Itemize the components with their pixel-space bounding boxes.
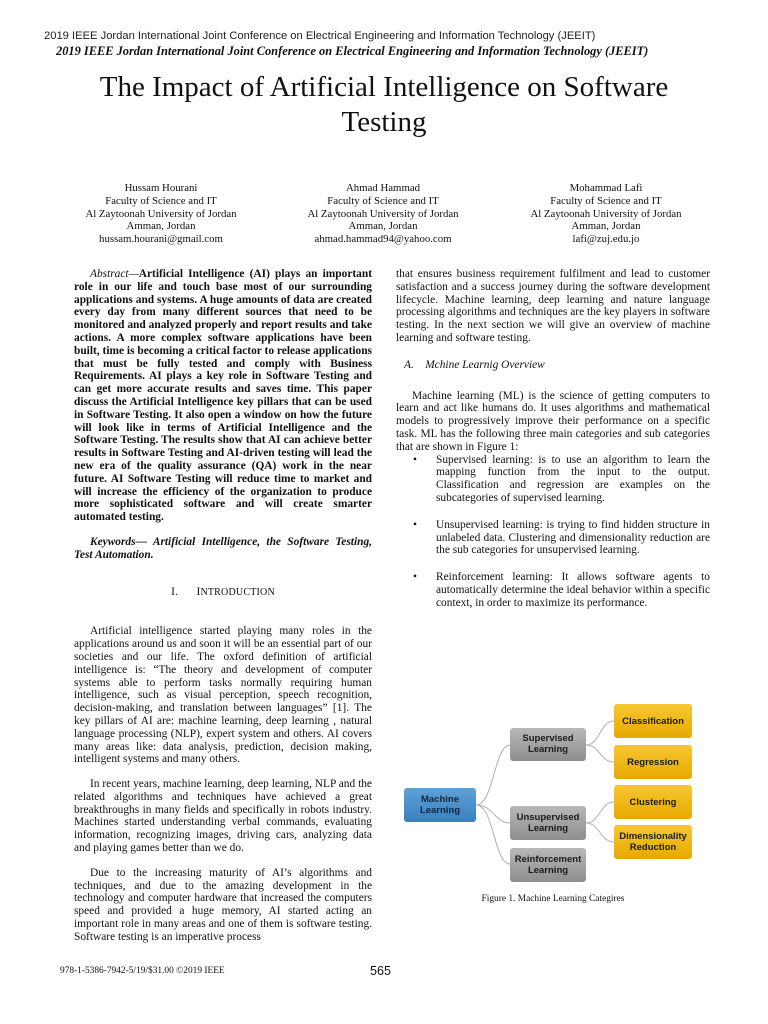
author-1 — [58, 182, 264, 246]
list-item — [396, 571, 710, 609]
author-email[interactable]: hussam.hourani@gmail.com — [99, 233, 223, 246]
conference-title: 2019 IEEE Jordan International Joint Conference on Electrical Engineering and Information Technology (JEEIT) — [56, 44, 649, 58]
intro-paragraph-1: Artificial intelligence started playing many roles in the applications around us and soon it will be an essential part of our societies and our life. The oxford definition of artificial intelligence is: “The theory and development of computer systems able to perform tasks normally requiring human intelligence, such as visual perception, speech recognition, decision-making, and translation between languages” [1]. The key pillars of AI are: machine learning, deep learning , natural language processing (NLP), expert system and others. AI covers many areas like: data analysis, prediction, decision making, intelligent systems and many others. — [74, 625, 372, 766]
node-label: Clustering — [629, 797, 677, 808]
section-initial: I — [196, 585, 201, 598]
node-supervised-learning — [510, 728, 586, 761]
right-paragraph-2: Machine learning (ML) is the science of getting computers to learn and act like humans do. It uses algorithms and mathematical models to progressively improve their performance on a specific task. ML has the following three main categories and sub categories that are shown in Figure 1: — [396, 389, 710, 453]
author-city: Amman, Jordan — [348, 220, 418, 233]
bullet-icon: • — [413, 571, 417, 584]
right-paragraph-1: that ensures business requirement fulfilment and lead to customer satisfaction and a success journey during the software development lifecycle. Machine learning, deep learning and nature language processing algorithms and techniques are the key players in software testing. In the next section we will give an overview of machine learning and software testing. — [396, 268, 710, 344]
root-node-machine-learning — [404, 788, 476, 822]
paper-title — [60, 70, 708, 140]
node-dimensionality-reduction — [614, 825, 692, 859]
connector-line — [476, 745, 510, 805]
node-label: Machine — [420, 794, 460, 805]
node-label: Supervised — [522, 733, 574, 744]
page-number: 565 — [370, 964, 392, 978]
bullet-icon: • — [413, 453, 417, 466]
ml-categories-diagram — [400, 700, 710, 890]
running-header: 2019 IEEE Jordan International Joint Conference on Electrical Engineering and Information Technology (JEEIT) — [44, 30, 596, 42]
list-item — [396, 519, 710, 557]
bullet-icon: • — [413, 518, 417, 531]
abstract — [74, 268, 372, 524]
subsection-heading-ml-overview: A. Mchine Learnig Overview — [404, 358, 545, 371]
node-reinforcement-learning — [510, 848, 586, 882]
author-univ: Al Zaytoonah University of Jordan — [530, 207, 682, 220]
author-name: Ahmad Hammad — [345, 182, 421, 194]
node-label: Learning — [527, 744, 569, 755]
figure-caption: Figure 1. Machine Learning Categires — [481, 894, 625, 904]
node-label: Learning — [527, 823, 569, 834]
author-2 — [264, 182, 502, 246]
intro-paragraph-3: Due to the increasing maturity of AI’s algorithms and techniques, and due to the amazing development in the technology and computer hardware that increased the computers speed and provided a huge memory, AI started acting an important role in many areas and one of them is software testing. Software testing is an imperative process — [74, 866, 372, 943]
connector-line — [586, 745, 614, 762]
connector-line — [586, 802, 614, 823]
node-label: Learning — [419, 805, 461, 816]
author-name: Hussam Hourani — [124, 182, 198, 194]
author-univ: Al Zaytoonah University of Jordan — [85, 207, 237, 220]
footer-copyright: 978-1-5386-7942-5/19/$31.00 ©2019 IEEE — [60, 966, 225, 976]
list-item-text: Unsupervised learning: is trying to find hidden structure in unlabeled data. Clustering and dimensionality reduction are the sub categories for unsupervised learning. — [436, 518, 710, 557]
node-regression — [614, 745, 692, 779]
node-label: Regression — [627, 757, 679, 768]
title-line-2: Testing — [341, 106, 427, 138]
connector-line — [586, 721, 614, 745]
author-city: Amman, Jordan — [571, 220, 641, 233]
abstract-label: Abstract — [90, 268, 129, 280]
connector-line — [586, 823, 614, 842]
node-clustering — [614, 785, 692, 819]
author-email[interactable]: ahmad.hammad94@yahoo.com — [314, 233, 452, 246]
section-number: I. — [171, 585, 179, 598]
title-line-1: The Impact of Artificial Intelligence on Software — [99, 71, 669, 103]
node-label: Classification — [622, 716, 684, 727]
author-dept: Faculty of Science and IT — [327, 194, 439, 207]
author-dept: Faculty of Science and IT — [105, 194, 217, 207]
section-title-rest: NTRODUCTION — [200, 586, 275, 598]
list-item — [396, 454, 710, 505]
node-label: Reinforcement — [514, 854, 582, 865]
ml-category-list — [396, 454, 710, 610]
keywords: Keywords— Artificial Intelligence, the Software Testing, Test Automation. — [74, 535, 372, 561]
left-column — [74, 268, 372, 944]
author-3 — [502, 182, 710, 246]
node-label: Dimensionality — [619, 831, 687, 842]
abstract-text: Artificial Intelligence (AI) plays an important role in our life and touch base most of our surrounding applications and systems. A huge amounts of data are created every day from many different sources that need to be monitored and analyzed properly and report results and take actions. A more complex software applications have been built, time is becoming a critical factor to release applications that must be fully tested and comply with Business Requirements. AI plays a key role in Software Testing and can get more accurate results and saves time. This paper discuss the Artificial Intelligence key pillars that can be used in Software Testing. It also open a window on how the future will look like in terms of Artificial Intelligence and the Software Testing. The results show that AI can achieve better results in Software Testing and AI-driven testing will lead the new era of the quality assurance (QA) work in the near future. AI Software Testing will reduce time to market and will increase the efficiency of the organization to produce more sophisticated software and will create smarter automated testing. — [74, 268, 372, 524]
abstract-dash: — — [128, 268, 139, 280]
node-classification — [614, 704, 692, 738]
node-unsupervised-learning — [510, 806, 586, 840]
author-block — [58, 182, 710, 246]
intro-paragraph-2: In recent years, machine learning, deep learning, NLP and the related algorithms and techniques have achieved a great breakthroughs in many fields and specifically in robots industry. Machines started understanding verbal commands, evaluating information, recognizing images, driving cars, analyzing data and playing games better than we do. — [74, 778, 372, 855]
list-item-text: Supervised learning: is to use an algorithm to learn the mapping function from the input to the output. Classification and regression are examples on the subcategories of supervised learning. — [436, 453, 710, 504]
node-label: Unsupervised — [516, 812, 580, 823]
node-label: Learning — [527, 865, 569, 876]
author-dept: Faculty of Science and IT — [550, 194, 662, 207]
node-label: Reduction — [629, 842, 677, 853]
right-column — [396, 268, 710, 624]
author-email[interactable]: lafi@zuj.edu.jo — [572, 233, 640, 246]
connector-line — [476, 805, 510, 823]
section-heading-introduction — [74, 586, 372, 600]
author-name: Mohammad Lafi — [569, 182, 643, 194]
author-univ: Al Zaytoonah University of Jordan — [307, 207, 459, 220]
list-item-text: Reinforcement learning: It allows software agents to automatically determine the ideal behavior within a specific context, in order to maximize its performance. — [436, 571, 710, 609]
author-city: Amman, Jordan — [126, 220, 196, 233]
